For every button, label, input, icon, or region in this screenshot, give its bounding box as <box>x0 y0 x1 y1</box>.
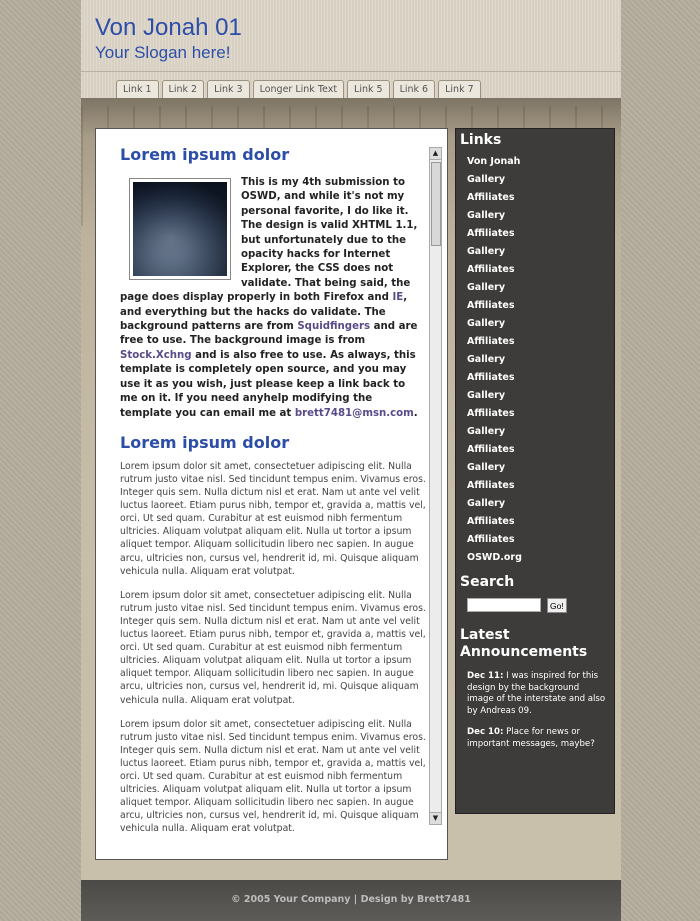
intro-text: This is my 4th submission to OSWD, and while it's not my personal favorite, I do like it. The design is valid XHTML 1.1, but unfortunately due to the opacity hacks for Internet Explorer, the CSS does not validate. That being said, the page does display properly in both Firefox and <box>120 177 418 304</box>
sidebar-link-affiliates[interactable]: Affiliates <box>467 516 515 527</box>
sidebar-link-affiliates[interactable]: Affiliates <box>467 444 515 455</box>
search-heading: Search <box>460 574 515 590</box>
sidebar-link-gallery[interactable]: Gallery <box>467 390 506 401</box>
search-form <box>467 598 614 613</box>
sidebar-link-affiliates[interactable]: Affiliates <box>467 264 515 275</box>
content-scroll-area[interactable] <box>120 145 426 835</box>
intro-text: and is also free to use. As always, this template is completely open source, and you may use it as you wish, just please keep a link back to me on it. If you need anyhelp modifying the template you can email me at <box>120 349 416 419</box>
sidebar-link-affiliates[interactable]: Affiliates <box>467 300 515 311</box>
search-go-button[interactable]: Go! <box>547 598 567 613</box>
nav-tab-longer-link[interactable]: Longer Link Text <box>253 80 344 99</box>
announcement-date: Dec 11: <box>467 671 504 681</box>
header <box>81 0 621 99</box>
sidebar-link-gallery[interactable]: Gallery <box>467 426 506 437</box>
sidebar-link-gallery[interactable]: Gallery <box>467 210 506 221</box>
nav-tab-link-6[interactable]: Link 6 <box>393 80 436 99</box>
footer: © 2005 Your Company | Design by Brett7481 <box>81 880 621 921</box>
intro-text: and are free to use. The background image is from <box>120 321 418 347</box>
sidebar-link-gallery[interactable]: Gallery <box>467 282 506 293</box>
announcement-text: I was inspired for this design by the background image of the interstate and also by Andreas 09. <box>467 671 606 716</box>
lorem-paragraph: Lorem ipsum dolor sit amet, consectetuer adipiscing elit. Nulla rutrum justo vitae nisl. Sed tincidunt tempus enim. Vivamus eros. Integer quis sem. Nulla dictum nisl et erat. Nam ut ante vel velit luctus laoreet. Etiam purus nibh, tempor et, gravida a, mattis vel, orci. Ut sed quam. Curabitur at est euismod nibh fermentum ultricies. Aliquam volutpat aliquam elit. Nulla ut tortor a ipsum aliquet tempor. Aliquam sollicitudin libero nec sapien. In augue arcu, ultricies non, cursus vel, hendrerit id, mi. Quisque aliquam vehicula nulla. Aliquam erat volutpat. <box>120 460 426 577</box>
content-panel <box>95 128 448 860</box>
search-input[interactable] <box>467 598 541 612</box>
sidebar-link-von-jonah[interactable]: Von Jonah <box>467 156 521 167</box>
content-heading-2: Lorem ipsum dolor <box>120 432 290 452</box>
waterfall-thumbnail-image <box>133 182 227 276</box>
site-title[interactable]: Von Jonah 01 <box>95 14 242 41</box>
sidebar-link-list <box>467 154 614 568</box>
scroll-down-arrow-icon[interactable]: ▼ <box>430 812 441 824</box>
links-heading: Links <box>460 132 502 148</box>
announcements-heading: Latest Announcements <box>460 627 588 660</box>
nav-tab-link-1[interactable]: Link 1 <box>116 80 159 99</box>
sidebar-link-affiliates[interactable]: Affiliates <box>467 372 515 383</box>
site-slogan: Your Slogan here! <box>95 43 231 62</box>
sidebar-link-gallery[interactable]: Gallery <box>467 318 506 329</box>
nav-tab-link-2[interactable]: Link 2 <box>162 80 205 99</box>
announcement-text: Place for news or important messages, maybe? <box>467 727 595 749</box>
nav-tab-link-3[interactable]: Link 3 <box>207 80 250 99</box>
email-link[interactable]: brett7481@msn.com <box>294 407 414 419</box>
sidebar-link-affiliates[interactable]: Affiliates <box>467 336 515 347</box>
sidebar <box>455 128 615 814</box>
nav-tab-link-5[interactable]: Link 5 <box>347 80 390 99</box>
announcement-item <box>467 671 608 717</box>
sidebar-link-gallery[interactable]: Gallery <box>467 246 506 257</box>
sidebar-link-gallery[interactable]: Gallery <box>467 498 506 509</box>
sidebar-link-gallery[interactable]: Gallery <box>467 462 506 473</box>
announcement-item <box>467 727 608 750</box>
announcement-date: Dec 10: <box>467 727 504 738</box>
squidfingers-link[interactable]: Squidfingers <box>297 321 371 333</box>
ie-link[interactable]: IE <box>392 292 404 304</box>
page-container <box>81 0 621 921</box>
sidebar-link-affiliates[interactable]: Affiliates <box>467 534 515 545</box>
sidebar-link-gallery[interactable]: Gallery <box>467 354 506 365</box>
content-heading-1: Lorem ipsum dolor <box>120 145 290 164</box>
sidebar-link-gallery[interactable]: Gallery <box>467 174 506 185</box>
top-nav <box>116 80 481 98</box>
sidebar-link-affiliates[interactable]: Affiliates <box>467 228 515 239</box>
scroll-up-arrow-icon[interactable]: ▲ <box>430 148 441 160</box>
sidebar-link-affiliates[interactable]: Affiliates <box>467 480 515 491</box>
header-divider <box>81 71 621 72</box>
intro-text: , and everything but the hacks do validate. The background patterns are from <box>120 292 408 333</box>
sidebar-link-affiliates[interactable]: Affiliates <box>467 408 515 419</box>
stockxchng-link[interactable]: Stock.Xchng <box>120 349 192 361</box>
intro-text: . <box>413 407 418 419</box>
sidebar-link-oswd[interactable]: OSWD.org <box>467 552 522 563</box>
thumbnail-frame <box>129 178 231 280</box>
content-scrollbar[interactable] <box>429 147 442 825</box>
sidebar-link-affiliates[interactable]: Affiliates <box>467 192 515 203</box>
intro-paragraph <box>120 176 426 421</box>
scrollbar-thumb[interactable] <box>431 162 441 246</box>
lorem-paragraph: Lorem ipsum dolor sit amet, consectetuer adipiscing elit. Nulla rutrum justo vitae nisl. Sed tincidunt tempus enim. Vivamus eros. Integer quis sem. Nulla dictum nisl et erat. Nam ut ante vel velit luctus laoreet. Etiam purus nibh, tempor et, gravida a, mattis vel, orci. Ut sed quam. Curabitur at est euismod nibh fermentum ultricies. Aliquam volutpat aliquam elit. Nulla ut tortor a ipsum aliquet tempor. Aliquam sollicitudin libero nec sapien. In augue arcu, ultricies non, cursus vel, hendrerit id, mi. Quisque aliquam vehicula nulla. Aliquam erat volutpat. <box>120 718 426 835</box>
lorem-paragraph: Lorem ipsum dolor sit amet, consectetuer adipiscing elit. Nulla rutrum justo vitae nisl. Sed tincidunt tempus enim. Vivamus eros. Integer quis sem. Nulla dictum nisl et erat. Nam ut ante vel velit luctus laoreet. Etiam purus nibh, tempor et, gravida a, mattis vel, orci. Ut sed quam. Curabitur at est euismod nibh fermentum ultricies. Aliquam volutpat aliquam elit. Nulla ut tortor a ipsum aliquet tempor. Aliquam sollicitudin libero nec sapien. In augue arcu, ultricies non, cursus vel, hendrerit id, mi. Quisque aliquam vehicula nulla. Aliquam erat volutpat. <box>120 589 426 706</box>
nav-tab-link-7[interactable]: Link 7 <box>438 80 481 99</box>
